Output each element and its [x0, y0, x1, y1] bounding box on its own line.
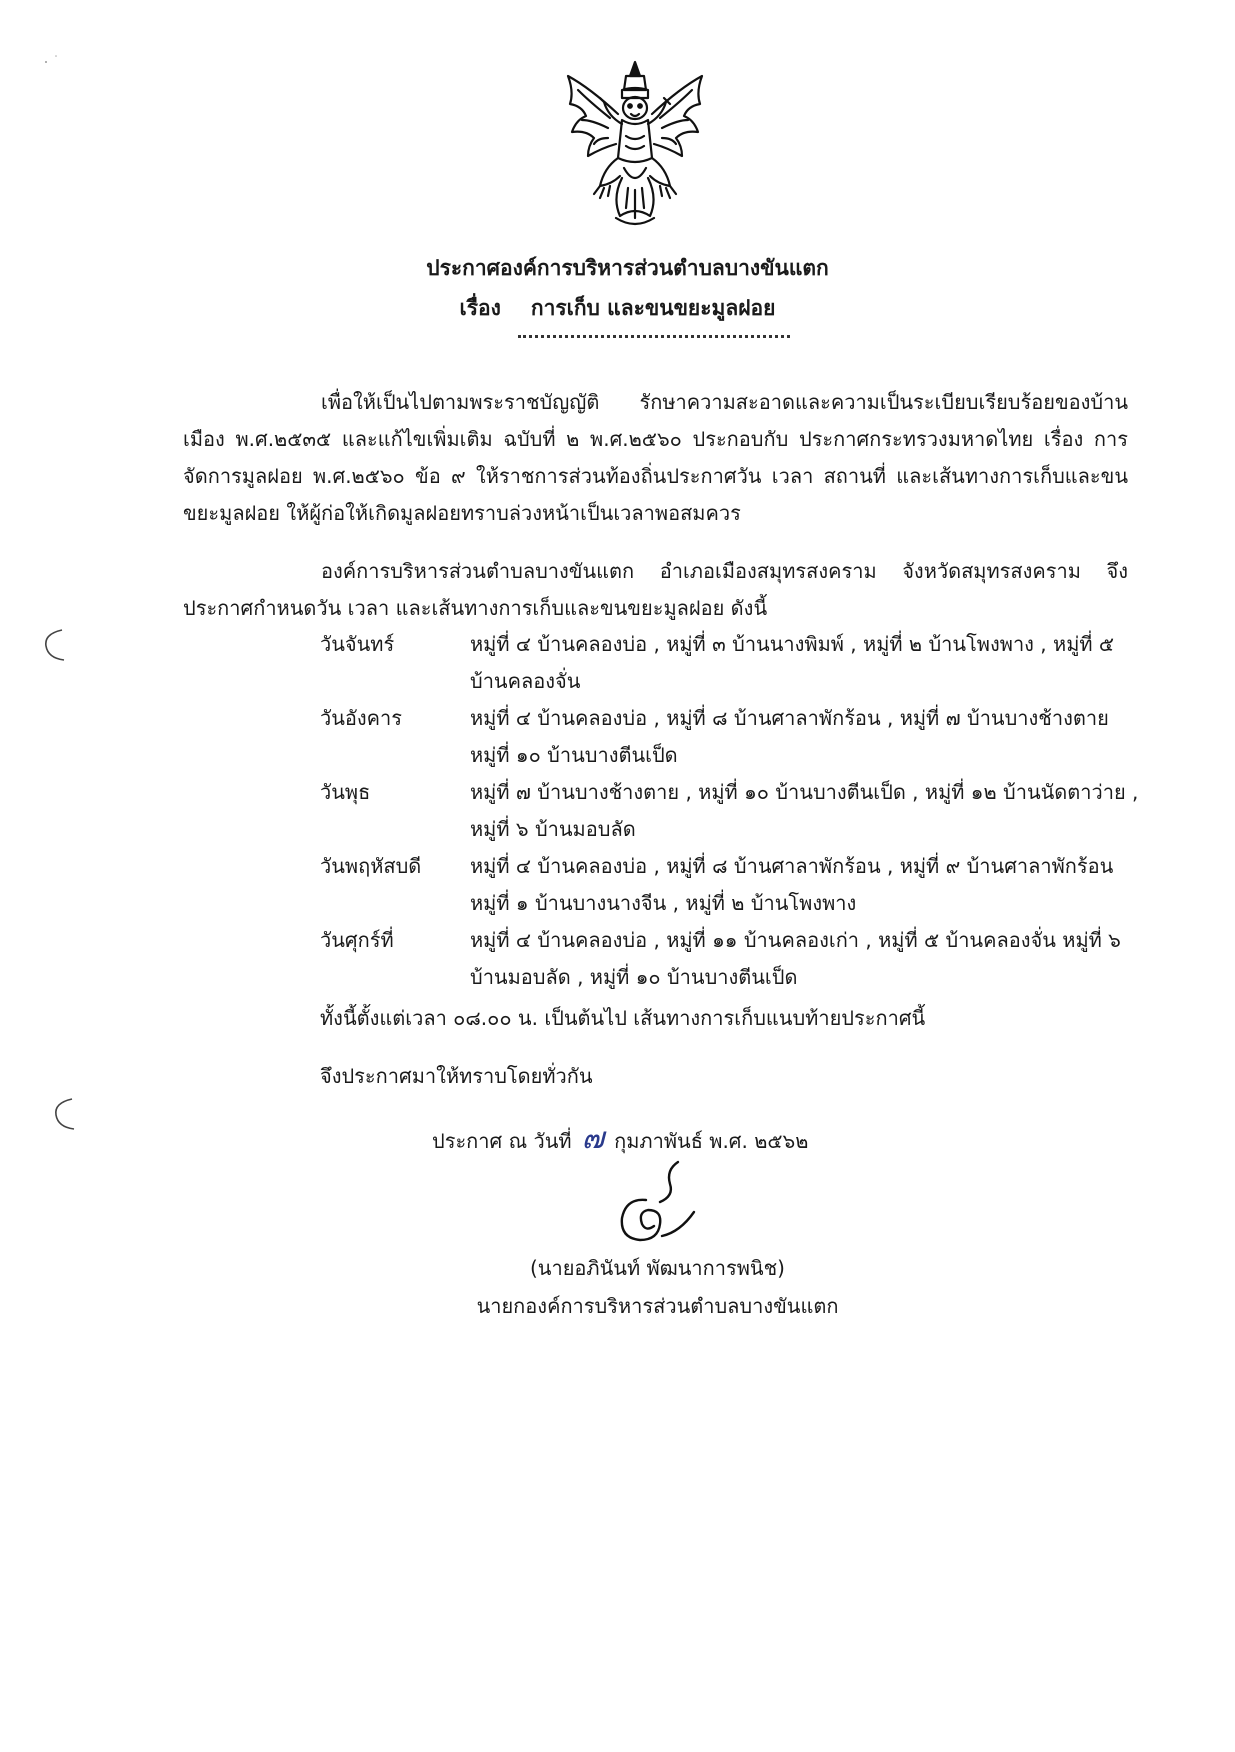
punch-hole-mark-icon [52, 1097, 78, 1131]
date-month-year: กุมภาพันธ์ พ.ศ. ๒๕๖๒ [614, 1129, 809, 1153]
schedule-row [320, 626, 1140, 700]
closing-statement: จึงประกาศมาให้ทราบโดยทั่วกัน [320, 1064, 593, 1088]
intro-paragraph: เพื่อให้เป็นไปตามพระราชบัญญัติ รักษาความสะอาดและความเป็นระเบียบเรียบร้อยของบ้านเมือง พ.ศ.๒๕๓๕ และแก้ไขเพิ่มเติม ฉบับที่ ๒ พ.ศ.๒๕๖๐ ประกอบกับ ประกาศกระทรวงมหาดไทย เรื่อง การจัดการมูลฝอย พ.ศ.๒๕๖๐ ข้อ ๙ ให้ราชการส่วนท้องถิ่นประกาศวัน เวลา สถานที่ และเส้นทางการเก็บและขนขยะมูลฝอย ให้ผู้ก่อให้เกิดมูลฝอยทราบล่วงหน้าเป็นเวลาพอสมควร [183, 390, 1128, 525]
subject-text: การเก็บ และขนขยะมูลฝอย [530, 296, 776, 320]
schedule-route: หมู่ที่ ๔ บ้านคลองบ่อ , หมู่ที่ ๓ บ้านนางพิมพ์ , หมู่ที่ ๒ บ้านโพงพาง , หมู่ที่ ๕ บ้านคลองจั่น [470, 632, 1115, 693]
garuda-emblem-icon [560, 58, 710, 233]
punch-hole-mark-icon [42, 628, 68, 662]
schedule-row [320, 922, 1140, 996]
signature-icon [600, 1140, 710, 1255]
scan-speck-icon [40, 52, 64, 68]
schedule-route: หมู่ที่ ๗ บ้านบางช้างตาย , หมู่ที่ ๑๐ บ้านบางตีนเป็ด , หมู่ที่ ๑๒ บ้านนัดตาว่าย , หมู่ที่ ๖ บ้านมอบลัด [470, 780, 1139, 841]
time-note: ทั้งนี้ตั้งแต่เวลา ๐๘.๐๐ น. เป็นต้นไป เส้นทางการเก็บแนบท้ายประกาศนี้ [320, 1006, 926, 1030]
schedule-row [320, 848, 1140, 922]
schedule-day: วันพุธ [320, 780, 371, 804]
page-title: ประกาศองค์การบริหารส่วนตำบลบางขันแตก [426, 256, 829, 280]
subject-line [0, 292, 1235, 325]
schedule-day: วันอังคาร [320, 706, 403, 730]
schedule-route: หมู่ที่ ๔ บ้านคลองบ่อ , หมู่ที่ ๑๑ บ้านคลองเก่า , หมู่ที่ ๕ บ้านคลองจั่น หมู่ที่ ๖ บ้านมอบลัด , หมู่ที่ ๑๐ บ้านบางตีนเป็ด [470, 928, 1121, 989]
schedule-route: หมู่ที่ ๔ บ้านคลองบ่อ , หมู่ที่ ๘ บ้านศาลาพักร้อน , หมู่ที่ ๙ บ้านศาลาพักร้อน หมู่ที่ ๑ บ้านบางนางจีน , หมู่ที่ ๒ บ้านโพงพาง [470, 854, 1114, 915]
schedule-day: วันจันทร์ [320, 632, 395, 656]
signatory-position: นายกองค์การบริหารส่วนตำบลบางขันแตก [476, 1294, 839, 1318]
subject-label: เรื่อง [459, 296, 501, 320]
title-divider [518, 335, 790, 338]
schedule-row [320, 700, 1140, 774]
date-day-handwritten: ๗ [581, 1121, 605, 1156]
schedule-day: วันพฤหัสบดี [320, 854, 422, 878]
collection-schedule [320, 626, 1140, 996]
schedule-route: หมู่ที่ ๔ บ้านคลองบ่อ , หมู่ที่ ๘ บ้านศาลาพักร้อน , หมู่ที่ ๗ บ้านบางช้างตาย หมู่ที่ ๑๐ บ้านบางตีนเป็ด [470, 706, 1109, 767]
schedule-row [320, 774, 1140, 848]
date-prefix: ประกาศ ณ วันที่ [432, 1129, 572, 1153]
announcement-paragraph: องค์การบริหารส่วนตำบลบางขันแตก อำเภอเมืองสมุทรสงคราม จังหวัดสมุทรสงคราม จึงประกาศกำหนดวัน เวลา และเส้นทางการเก็บและขนขยะมูลฝอย ดังนี้ [183, 559, 1128, 620]
signatory-name: (นายอภินันท์ พัฒนาการพนิช) [530, 1256, 785, 1280]
schedule-day: วันศุกร์ที่ [320, 928, 394, 952]
